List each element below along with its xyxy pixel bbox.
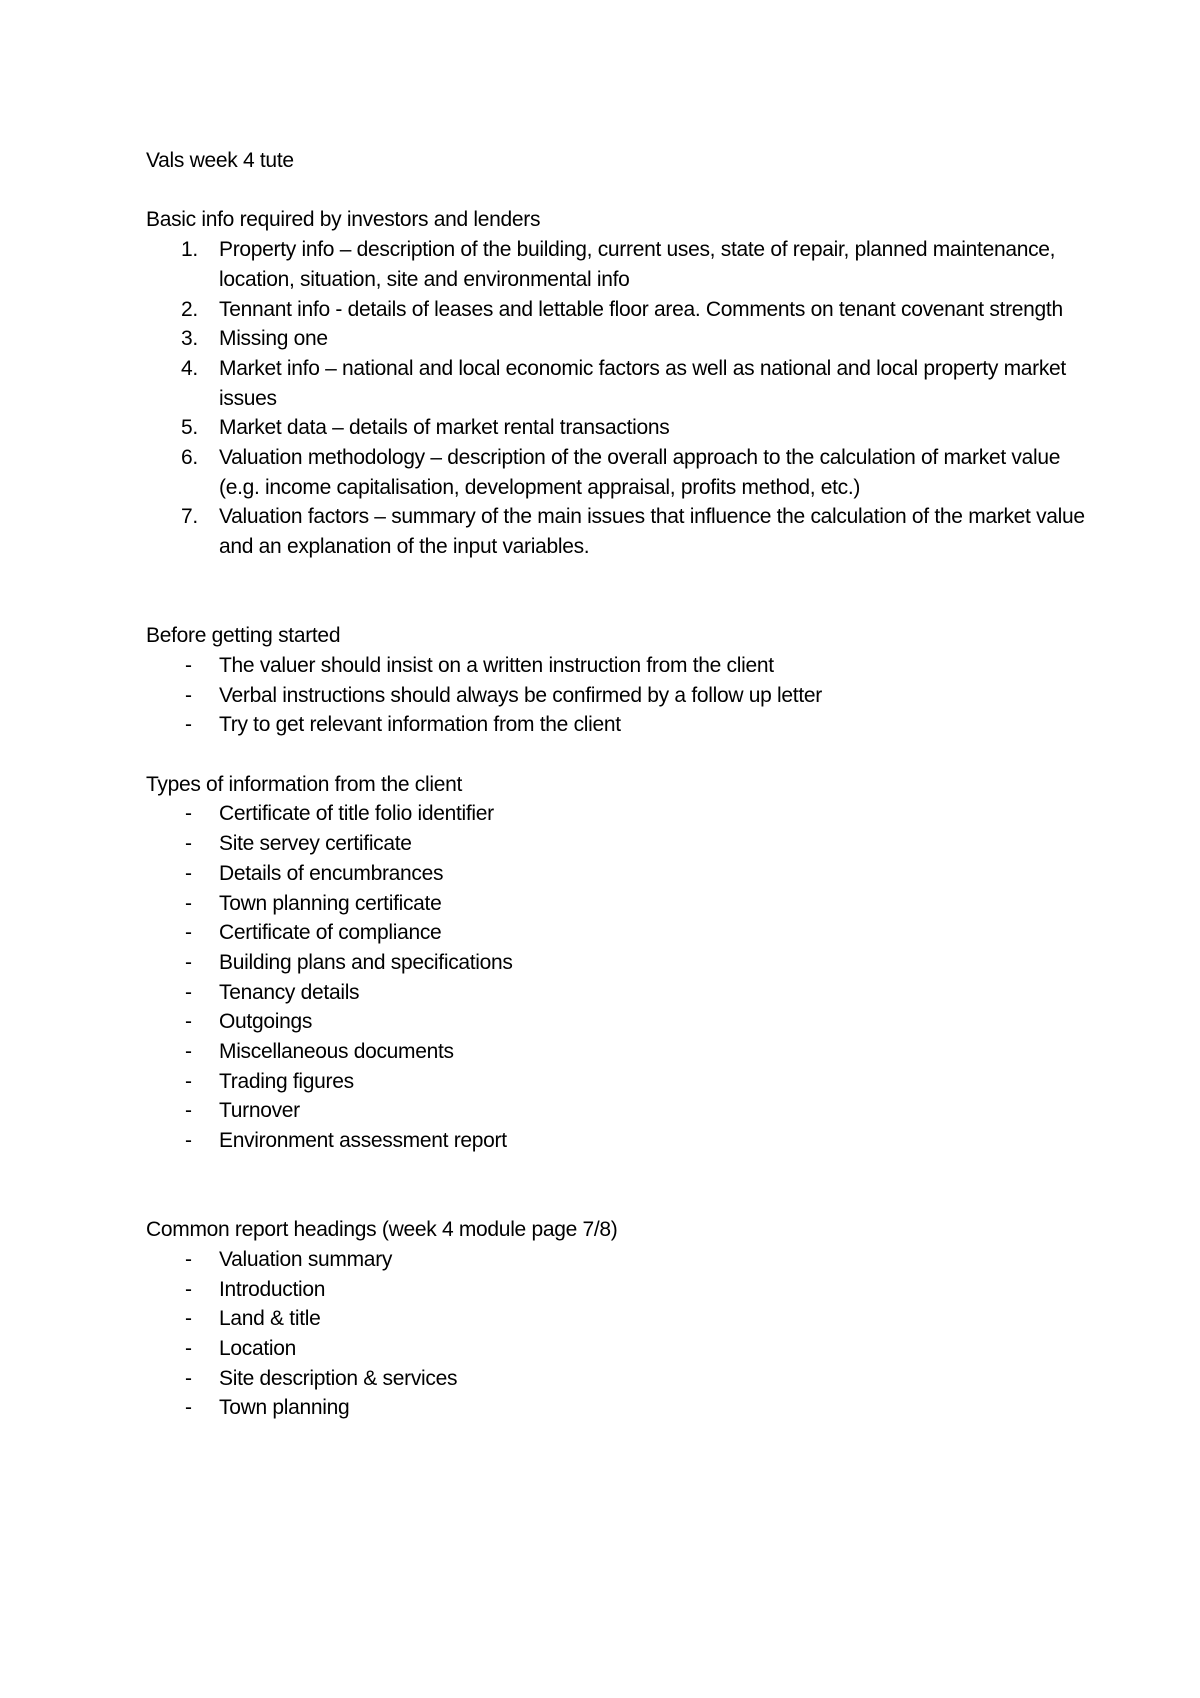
list-item-text: Verbal instructions should always be confirmed by a follow up letter: [219, 683, 822, 707]
list-item-text: Environment assessment report: [219, 1129, 507, 1153]
list-item-text: Valuation methodology – description of the overall approach to the calculation of market value (e.g. income capitalisation, development appraisal, profits method, etc.): [219, 446, 1061, 499]
dash-bullet: -: [185, 1040, 192, 1064]
dash-bullet: -: [185, 980, 192, 1004]
list-number: 5.: [181, 416, 198, 440]
list-item-text: Certificate of compliance: [219, 921, 442, 945]
list-item: [146, 1096, 1086, 1126]
list-item-text: Tennant info - details of leases and lettable floor area. Comments on tenant covenant strength: [219, 297, 1063, 321]
dash-bullet: -: [185, 950, 192, 974]
list-number: 7.: [181, 505, 198, 529]
list-number: 3.: [181, 327, 198, 351]
dash-bullet: -: [185, 1277, 192, 1301]
document-body: [146, 146, 1086, 1423]
list-item-text: Property info – description of the building, current uses, state of repair, planned maintenance, location, situation, site and environmental info: [219, 238, 1056, 291]
dash-bullet: -: [185, 802, 192, 826]
dash-bullet: -: [185, 1247, 192, 1271]
list-number: 6.: [181, 446, 198, 470]
report-headings-list: [146, 1245, 1086, 1423]
list-item-text: Site description & services: [219, 1366, 458, 1390]
section-heading-report-headings: Common report headings (week 4 module page 7/8): [146, 1218, 618, 1242]
dash-bullet: -: [185, 683, 192, 707]
list-item-text: Location: [219, 1337, 296, 1361]
list-item-text: Site servey certificate: [219, 832, 412, 856]
dash-bullet: -: [185, 1069, 192, 1093]
dash-bullet: -: [185, 1129, 192, 1153]
dash-bullet: -: [185, 1307, 192, 1331]
list-item-text: Valuation factors – summary of the main issues that influence the calculation of the market value and an explanation of the input variables.: [219, 505, 1085, 559]
dash-bullet: -: [185, 1396, 192, 1420]
list-item: [146, 413, 1086, 443]
basic-info-list: [146, 235, 1086, 562]
list-item: [146, 443, 1086, 502]
list-item-text: Land & title: [219, 1307, 321, 1331]
dash-bullet: -: [185, 861, 192, 885]
section-heading-basic-info: Basic info required by investors and lenders: [146, 208, 541, 232]
list-item: [146, 1304, 1086, 1334]
list-item: [146, 1275, 1086, 1305]
dash-bullet: -: [185, 1366, 192, 1390]
list-item: [146, 1126, 1086, 1156]
list-item-text: Valuation summary: [219, 1247, 393, 1271]
dash-bullet: -: [185, 1337, 192, 1361]
list-number: 1.: [181, 238, 198, 262]
list-item: [146, 978, 1086, 1008]
list-number: 4.: [181, 356, 198, 380]
list-item: [146, 859, 1086, 889]
dash-bullet: -: [185, 891, 192, 915]
list-item: [146, 681, 1086, 711]
list-item: [146, 1334, 1086, 1364]
list-item: [146, 948, 1086, 978]
list-item: [146, 710, 1086, 740]
list-item: [146, 918, 1086, 948]
types-of-info-list: [146, 799, 1086, 1155]
dash-bullet: -: [185, 832, 192, 856]
list-item-text: Turnover: [219, 1099, 300, 1123]
list-item-text: Introduction: [219, 1277, 326, 1301]
list-item: [146, 799, 1086, 829]
list-item-text: Market data – details of market rental transactions: [219, 416, 670, 440]
list-item: [146, 1007, 1086, 1037]
dash-bullet: -: [185, 653, 192, 677]
list-item-text: Town planning: [219, 1396, 350, 1420]
list-item-text: Missing one: [219, 327, 328, 351]
list-item-text: Tenancy details: [219, 980, 360, 1004]
list-item-text: Trading figures: [219, 1069, 354, 1093]
dash-bullet: -: [185, 921, 192, 945]
dash-bullet: -: [185, 1099, 192, 1123]
list-item: [146, 829, 1086, 859]
list-item: [146, 889, 1086, 919]
section-heading-before-started: Before getting started: [146, 624, 341, 648]
list-item-text: Miscellaneous documents: [219, 1040, 454, 1064]
list-item-text: Building plans and specifications: [219, 950, 513, 974]
document-title: Vals week 4 tute: [146, 149, 294, 172]
list-item: [146, 502, 1086, 561]
list-item: [146, 354, 1086, 413]
list-item-text: Try to get relevant information from the client: [219, 713, 621, 737]
list-item: [146, 295, 1086, 325]
dash-bullet: -: [185, 713, 192, 737]
list-item-text: Outgoings: [219, 1010, 313, 1034]
list-item: [146, 1245, 1086, 1275]
list-item: [146, 651, 1086, 681]
list-item-text: Market info – national and local economic factors as well as national and local property market issues: [219, 356, 1066, 410]
list-number: 2.: [181, 297, 198, 321]
list-item: [146, 1364, 1086, 1394]
list-item-text: Town planning certificate: [219, 891, 442, 915]
list-item: [146, 235, 1086, 294]
list-item-text: Certificate of title folio identifier: [219, 802, 494, 826]
list-item: [146, 1067, 1086, 1097]
list-item: [146, 1037, 1086, 1067]
list-item-text: Details of encumbrances: [219, 861, 444, 885]
list-item-text: The valuer should insist on a written instruction from the client: [219, 653, 774, 677]
before-started-list: [146, 651, 1086, 740]
section-heading-types-of-info: Types of information from the client: [146, 772, 463, 796]
dash-bullet: -: [185, 1010, 192, 1034]
list-item: [146, 1393, 1086, 1423]
list-item: [146, 324, 1086, 354]
